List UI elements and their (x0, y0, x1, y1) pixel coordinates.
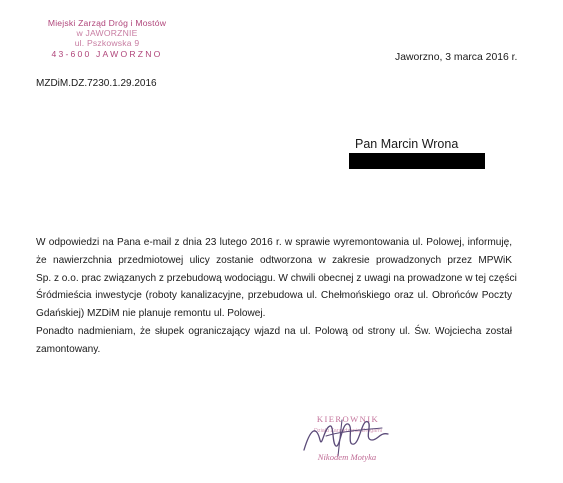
stamp-line-institution: Miejski Zarząd Dróg i Mostów (47, 18, 167, 28)
signatory-name: Nikodem Motyka (317, 452, 377, 462)
signature-department: Działu Zarządzania Drogami (313, 428, 382, 434)
body-line: Ponadto nadmieniam, że słupek ograniczający wjazd na ul. Polową od strony ul. Św. Wojciecha został (36, 325, 512, 337)
body-line: że nawierzchnia przedmiotowej ulicy zostanie odtworzona w zakresie prowadzonych przez MPWiK (36, 254, 512, 266)
signature-title: KIEROWNIK (316, 414, 380, 424)
body-line: Sp. z o.o. prac związanych z przebudową wodociągu. W chwili obecnej z uwagi na prowadzone w tej części (36, 272, 517, 284)
body-line: Śródmieścia inwestycje (roboty kanalizacyjne, przebudowa ul. Chełmońskiego oraz ul. Obrońców Poczty (36, 290, 512, 302)
place-and-date: Jaworzno, 3 marca 2016 r. (395, 52, 518, 63)
office-stamp (38, 18, 176, 59)
body-line: zamontowany. (36, 343, 101, 355)
reference-number: MZDiM.DZ.7230.1.29.2016 (36, 78, 157, 89)
body-line: W odpowiedzi na Pana e-mail z dnia 23 lutego 2016 r. w sprawie wyremontowania ul. Polowej, informuję, (36, 237, 512, 248)
body-line: Gdańskiej) MZDiM nie planuje remontu ul. Polowej. (36, 308, 266, 320)
stamp-line-postcode: 43-600 JAWORZNO (51, 48, 163, 59)
signature-block (278, 410, 418, 470)
letter-body (36, 234, 517, 359)
stamp-line-city: w JAWORZNIE (76, 28, 138, 39)
redacted-address-bar (349, 153, 485, 169)
stamp-line-street: ul. Pszkowska 9 (74, 38, 140, 49)
recipient-name: Pan Marcin Wrona (355, 137, 459, 151)
